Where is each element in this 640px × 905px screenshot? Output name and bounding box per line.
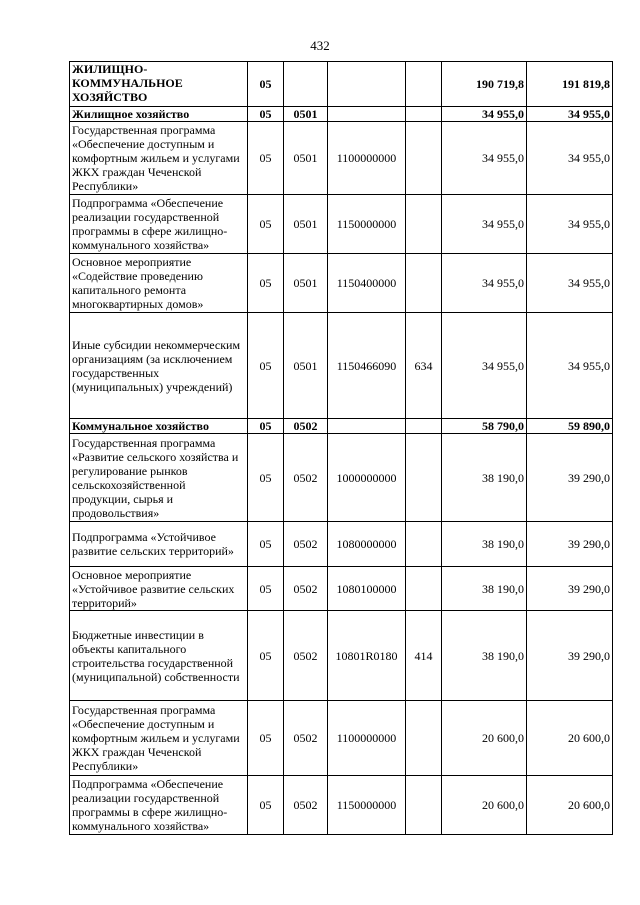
table-row (70, 195, 613, 254)
row-section-code: 05 (248, 434, 284, 522)
table-row (70, 62, 613, 107)
row-section-code: 05 (248, 62, 284, 107)
row-name: Жилищное хозяйство (70, 107, 248, 122)
row-expense-type (406, 62, 442, 107)
row-amount-year1: 190 719,8 (442, 62, 527, 107)
row-amount-year1: 20 600,0 (442, 776, 527, 835)
row-amount-year2: 34 955,0 (527, 313, 613, 419)
row-section-code: 05 (248, 522, 284, 567)
row-amount-year2: 39 290,0 (527, 567, 613, 611)
table-row (70, 567, 613, 611)
row-section-code: 05 (248, 611, 284, 701)
row-expense-type (406, 254, 442, 313)
row-amount-year2: 191 819,8 (527, 62, 613, 107)
row-amount-year2: 20 600,0 (527, 701, 613, 776)
row-target-article (328, 107, 406, 122)
row-subsection-code: 0502 (284, 434, 328, 522)
row-expense-type (406, 567, 442, 611)
page-number: 432 (310, 38, 330, 53)
row-amount-year1: 34 955,0 (442, 254, 527, 313)
row-subsection-code: 0502 (284, 611, 328, 701)
row-target-article: 1150000000 (328, 195, 406, 254)
row-subsection-code: 0501 (284, 313, 328, 419)
budget-table (69, 61, 613, 835)
row-expense-type (406, 434, 442, 522)
row-section-code: 05 (248, 122, 284, 195)
row-name: Подпрограмма «Обеспечение реализации государственной программы в сфере жилищно-коммунального хозяйства» (70, 776, 248, 835)
table-row (70, 776, 613, 835)
row-target-article: 1150466090 (328, 313, 406, 419)
row-subsection-code: 0501 (284, 122, 328, 195)
row-subsection-code: 0502 (284, 522, 328, 567)
row-amount-year1: 34 955,0 (442, 313, 527, 419)
row-target-article: 1150000000 (328, 776, 406, 835)
table-row (70, 611, 613, 701)
row-name: ЖИЛИЩНО-КОММУНАЛЬНОЕ ХОЗЯЙСТВО (70, 62, 248, 107)
row-target-article: 1000000000 (328, 434, 406, 522)
row-name: Государственная программа «Обеспечение доступным и комфортным жильем и услугами ЖКХ граждан Чеченской Республики» (70, 122, 248, 195)
row-target-article: 1150400000 (328, 254, 406, 313)
row-expense-type (406, 522, 442, 567)
row-amount-year2: 39 290,0 (527, 611, 613, 701)
row-subsection-code: 0501 (284, 107, 328, 122)
row-target-article: 10801R0180 (328, 611, 406, 701)
row-section-code: 05 (248, 313, 284, 419)
table-row (70, 313, 613, 419)
row-name: Основное мероприятие «Устойчивое развитие сельских территорий» (70, 567, 248, 611)
row-amount-year2: 39 290,0 (527, 522, 613, 567)
row-expense-type: 414 (406, 611, 442, 701)
row-expense-type (406, 122, 442, 195)
row-amount-year1: 58 790,0 (442, 419, 527, 434)
row-expense-type: 634 (406, 313, 442, 419)
row-subsection-code: 0501 (284, 195, 328, 254)
row-target-article: 1080100000 (328, 567, 406, 611)
row-section-code: 05 (248, 419, 284, 434)
row-name: Иные субсидии некоммерческим организациям (за исключением государственных (муниципальных) учреждений) (70, 313, 248, 419)
row-subsection-code: 0502 (284, 776, 328, 835)
row-subsection-code (284, 62, 328, 107)
row-amount-year2: 34 955,0 (527, 254, 613, 313)
row-name: Подпрограмма «Обеспечение реализации государственной программы в сфере жилищно-коммунального хозяйства» (70, 195, 248, 254)
row-amount-year1: 34 955,0 (442, 122, 527, 195)
row-section-code: 05 (248, 195, 284, 254)
table-row (70, 254, 613, 313)
row-subsection-code: 0501 (284, 254, 328, 313)
row-expense-type (406, 107, 442, 122)
row-subsection-code: 0502 (284, 419, 328, 434)
row-name: Коммунальное хозяйство (70, 419, 248, 434)
row-amount-year1: 34 955,0 (442, 195, 527, 254)
row-section-code: 05 (248, 567, 284, 611)
row-expense-type (406, 195, 442, 254)
table-row (70, 122, 613, 195)
row-subsection-code: 0502 (284, 701, 328, 776)
row-subsection-code: 0502 (284, 567, 328, 611)
row-name: Подпрограмма «Устойчивое развитие сельских территорий» (70, 522, 248, 567)
row-name: Бюджетные инвестиции в объекты капитального строительства государственной (муниципальной) собственности (70, 611, 248, 701)
row-expense-type (406, 701, 442, 776)
row-target-article: 1100000000 (328, 701, 406, 776)
row-amount-year2: 39 290,0 (527, 434, 613, 522)
row-amount-year1: 38 190,0 (442, 434, 527, 522)
table-row (70, 522, 613, 567)
row-name: Основное мероприятие «Содействие проведению капитального ремонта многоквартирных домов» (70, 254, 248, 313)
row-amount-year2: 34 955,0 (527, 195, 613, 254)
row-expense-type (406, 419, 442, 434)
row-amount-year2: 34 955,0 (527, 107, 613, 122)
table-row (70, 107, 613, 122)
row-section-code: 05 (248, 254, 284, 313)
row-amount-year2: 59 890,0 (527, 419, 613, 434)
row-expense-type (406, 776, 442, 835)
row-amount-year2: 20 600,0 (527, 776, 613, 835)
row-name: Государственная программа «Развитие сельского хозяйства и регулирование рынков сельскохозяйственной продукции, сырья и продовольствия» (70, 434, 248, 522)
row-amount-year1: 20 600,0 (442, 701, 527, 776)
row-target-article (328, 62, 406, 107)
table-row (70, 419, 613, 434)
row-amount-year2: 34 955,0 (527, 122, 613, 195)
row-amount-year1: 38 190,0 (442, 611, 527, 701)
row-amount-year1: 34 955,0 (442, 107, 527, 122)
row-name: Государственная программа «Обеспечение доступным и комфортным жильем и услугами ЖКХ граждан Чеченской Республики» (70, 701, 248, 776)
row-target-article (328, 419, 406, 434)
row-target-article: 1080000000 (328, 522, 406, 567)
table-row (70, 434, 613, 522)
table-row (70, 701, 613, 776)
row-section-code: 05 (248, 776, 284, 835)
row-target-article: 1100000000 (328, 122, 406, 195)
row-amount-year1: 38 190,0 (442, 567, 527, 611)
row-section-code: 05 (248, 107, 284, 122)
row-amount-year1: 38 190,0 (442, 522, 527, 567)
row-section-code: 05 (248, 701, 284, 776)
